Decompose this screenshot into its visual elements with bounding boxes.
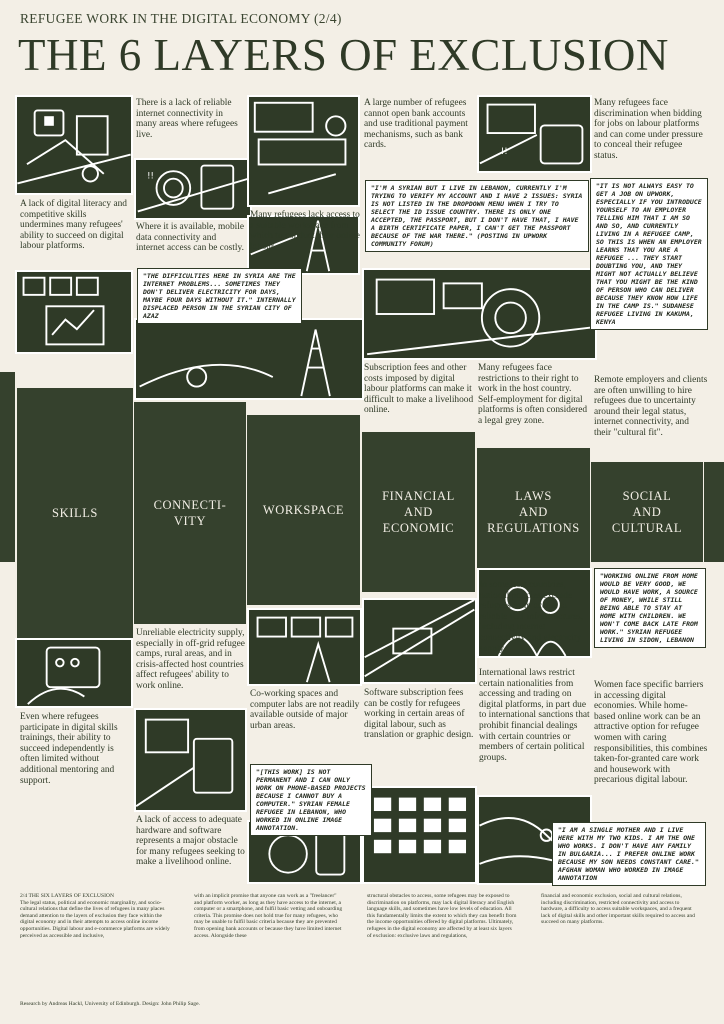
financial-cards-illustration bbox=[477, 95, 592, 173]
quote-afghan: "I AM A SINGLE MOTHER AND I LIVE HERE WITH MY TWO KIDS. I AM THE ONE WHO WORKS. I DON'T HAVE ANY FAMILY IN BULGARIA... I PREFER ONLINE WORK BECAUSE MY SON NEEDS CONSTANT CARE." AFGHAN WOMAN WHO WORKED IN IMAGE ANNOTATION bbox=[552, 822, 706, 886]
social-bottom-text: Women face specific barriers in accessing digital economies. While home-based online work can be an attractive option for refugee women with caring responsibilities, this combines taken-for-granted care work and housework with precarious digital labour. bbox=[594, 680, 708, 786]
connectivity-tower-illustration bbox=[134, 318, 364, 400]
connectivity-bottom-text-1: Unreliable electricity supply, especially in off-grid refugee camps, rural areas, and in crisis-affected host countries affect refugees' ability to work online. bbox=[136, 628, 245, 691]
layer-laws bbox=[477, 448, 590, 576]
layer-connectivity bbox=[134, 402, 246, 624]
footer-credit: Research by Andreas Hackl, University of Edinburgh. Design: John Philip Sage. bbox=[20, 1001, 200, 1007]
financial-lines-illustration bbox=[362, 598, 477, 684]
footer-text-2: with an implicit promise that anyone can work as a "freelancer" and platform worker, as long as they have access to the internet, a computer or a smartphone, and fulfil basic vetting and onboarding criteria. This promise does not hold true for many refugees, who may be unable to fulfil basic criteria because they are prevented from opening bank accounts or because they have limited internet access. Alongside these bbox=[194, 893, 343, 939]
connectivity-top-text-1: There is a lack of reliable internet connectivity in many areas where refugees live. bbox=[136, 98, 238, 140]
quote-syria: "THE DIFFICULTIES HERE IN SYRIA ARE THE INTERNET PROBLEMS... SOMETIMES THEY DON'T DELIVER ELECTRICITY FOR DAYS, MAYBE FOUR DAYS WITHOUT IT." INTERNALLY DISPLACED PERSON IN THE SYRIAN CITY OF AZAZ bbox=[137, 268, 302, 324]
workspace-desk-illustration bbox=[247, 95, 360, 207]
footer-text-3: structural obstacles to access, some refugees may be exposed to discrimination on platforms, may lack digital literacy and English language skills, and sometimes have low levels of education. All this fundamentally limits the extent to which they can benefit from the income opportunities offered by digital platforms. Ultimately, refugees in the digital economy are affected by at least six layers of exclusion: exclusive laws and regulations, bbox=[367, 893, 517, 939]
layer-laws-label: LAWS AND REGULATIONS bbox=[487, 489, 580, 535]
skills-bottom-text: Even where refugees participate in digital skills trainings, their ability to succeed independently is often limited without additional mentoring and support. bbox=[20, 712, 118, 786]
layer-social-label: SOCIAL AND CULTURAL bbox=[611, 489, 683, 535]
kicker: REFUGEE WORK IN THE DIGITAL ECONOMY (2/4) bbox=[20, 11, 342, 26]
layer-workspace-label: WORKSPACE bbox=[262, 503, 345, 517]
band-edge-right bbox=[704, 462, 724, 562]
financial-bottom-text: Software subscription fees can be costly for refugees working in certain areas of digital labour, such as translation or graphic design. bbox=[364, 688, 474, 741]
page-title: THE 6 LAYERS OF EXCLUSION bbox=[18, 30, 669, 80]
financial-grid-illustration bbox=[362, 786, 477, 884]
connectivity-tablet-illustration-2 bbox=[134, 708, 247, 812]
layer-workspace bbox=[247, 415, 360, 605]
band-edge-left bbox=[0, 372, 15, 562]
social-top-text-1: Many refugees face discrimination when bidding for jobs on labour platforms and can come under pressure to conceal their refugee status. bbox=[594, 98, 703, 161]
workspace-laptops-illustration bbox=[247, 608, 362, 686]
laws-top-text: Many refugees face restrictions to their right to work in the host country. Self-employment for digital platforms is often considered a legal grey zone. bbox=[478, 363, 588, 426]
layer-skills-label: SKILLS bbox=[52, 506, 98, 520]
footer-title: 2/4 THE SIX LAYERS OF EXCLUSION bbox=[20, 893, 115, 899]
laws-bottom-text-2: International laws restrict certain nationalities from accessing and trading on digital platforms, in part due to international sanctions that prohibit financial dealings with certain countries or members of certain political groups. bbox=[479, 668, 590, 763]
quote-sudanese: "IT IS NOT ALWAYS EASY TO GET A JOB ON UPWORK, ESPECIALLY IF YOU INTRODUCE YOURSELF TO AN EMPLOYER TELLING HIM THAT I AM SO AND SO, AND CURRENTLY LIVING IN A REFUGEE CAMP, SO THIS IS WHEN AN EMPLOYER LEARNS THAT YOU ARE A REFUGEE ... THEY START DOUBTING YOU, AND THEY MIGHT NOT ACTUALLY BELIEVE THAT YOU MIGHT BE THE KIND OF PERSON WHO CAN DELIVER BECAUSE THEY KNOW HOW LIFE IN THE CAMP IS." SUDANESE REFUGEE LIVING IN KAKUMA, KENYA bbox=[590, 178, 708, 330]
skills-phones-illustration bbox=[15, 95, 133, 195]
footer-text-4: financial and economic exclusion, social and cultural relations, including discrimination, restricted connectivity and access to hardware, a difficulty to access suitable workspaces, and a frequent lack of digital skills and other important skills required to access and succeed on many platforms. bbox=[541, 893, 695, 926]
layer-social bbox=[591, 462, 703, 562]
financial-top-text-2: Subscription fees and other costs imposed by digital labour platforms can make it difficult to make a livelihood online. bbox=[364, 363, 474, 416]
financial-screens-illustration bbox=[362, 268, 597, 360]
connectivity-bottom-text-2: A lack of access to adequate hardware and software represents a major obstacle for many refugees seeking to make a livelihood online. bbox=[136, 815, 245, 868]
skills-chart-illustration bbox=[15, 270, 133, 354]
financial-top-text-1: A large number of refugees cannot open bank accounts and use traditional payment mechanisms, such as bank cards. bbox=[364, 98, 468, 151]
layer-connectivity-label: CONNECTI- VITY bbox=[153, 498, 227, 528]
social-top-text-2: Remote employers and clients are often unwilling to hire refugees due to uncertainty around their legal status, internet connectivity, and their "cultural fit". bbox=[594, 375, 708, 438]
connectivity-tablet-illustration bbox=[134, 158, 252, 220]
workspace-top-text: Many refugees lack access to a suitable workspace from which to conduct their online labour. bbox=[250, 210, 360, 252]
workspace-bottom-text: Co-working spaces and computer labs are not readily available outside of major urban areas. bbox=[250, 689, 360, 731]
layer-financial-label: FINANCIAL AND ECONOMIC bbox=[382, 489, 455, 535]
quote-upwork: "I'M A SYRIAN BUT I LIVE IN LEBANON, CURRENTLY I'M TRYING TO VERIFY MY ACCOUNT AND I HAVE 2 ISSUES: SYRIA IS NOT LISTED IN THE DROPDOWN MENU WHEN I TRY TO SELECT THE ID ISSUE COUNTRY. THERE IS ONLY ONE ACCEPTED, THE PASSPORT, BUT I DON'T HAVE THAT, I HAVE A BIRTH CERTIFICATE PAPER, I CAN'T GET THE PASSPORT BECAUSE OF THE WAR THERE." (POSTING IN UPWORK COMMUNITY FORUM) bbox=[365, 180, 589, 252]
footer-text-1: The legal status, political and economic marginality, and socio-cultural relations that define the lives of refugees in many places demand attention to the layers of exclusion they face within the digital economy and in their attempts to access online income opportunities. Digital labour and e-commerce platforms are widely perceived as accessible and inclusive, bbox=[20, 899, 170, 939]
skills-hands-illustration bbox=[15, 638, 133, 708]
skills-top-text: A lack of digital literacy and competitive skills undermines many refugees' ability to succeed on digital labour platforms. bbox=[20, 199, 127, 252]
svg-text:!!: !! bbox=[500, 146, 508, 157]
quote-lebanon: "[THIS WORK] IS NOT PERMANENT AND I CAN ONLY WORK ON PHONE-BASED PROJECTS BECAUSE I CANNOT BUY A COMPUTER." SYRIAN FEMALE REFUGEE IN LEBANON, WHO WORKED IN ONLINE IMAGE ANNOTATION. bbox=[250, 764, 372, 836]
footer-col-1 bbox=[20, 893, 170, 939]
layer-financial bbox=[362, 432, 475, 592]
svg-text:!!: !! bbox=[147, 170, 154, 181]
laws-bottom-text-1: In some host countries, national policies exclude refugees from access to reliable ICT infrastructures, including internet connectivity and electricity supply. bbox=[479, 580, 584, 654]
layer-skills bbox=[17, 388, 133, 638]
connectivity-top-text-2: Where it is available, mobile data connectivity and internet access can be costly. bbox=[136, 222, 245, 254]
quote-home: "WORKING ONLINE FROM HOME WOULD BE VERY GOOD, WE WOULD HAVE WORK, A SOURCE OF MONEY, WHILE STILL BEING ABLE TO STAY AT HOME WITH CHILDREN. WE WON'T COME BACK LATE FROM WORK." SYRIAN REFUGEE LIVING IN SIDON, LEBANON bbox=[594, 568, 706, 648]
